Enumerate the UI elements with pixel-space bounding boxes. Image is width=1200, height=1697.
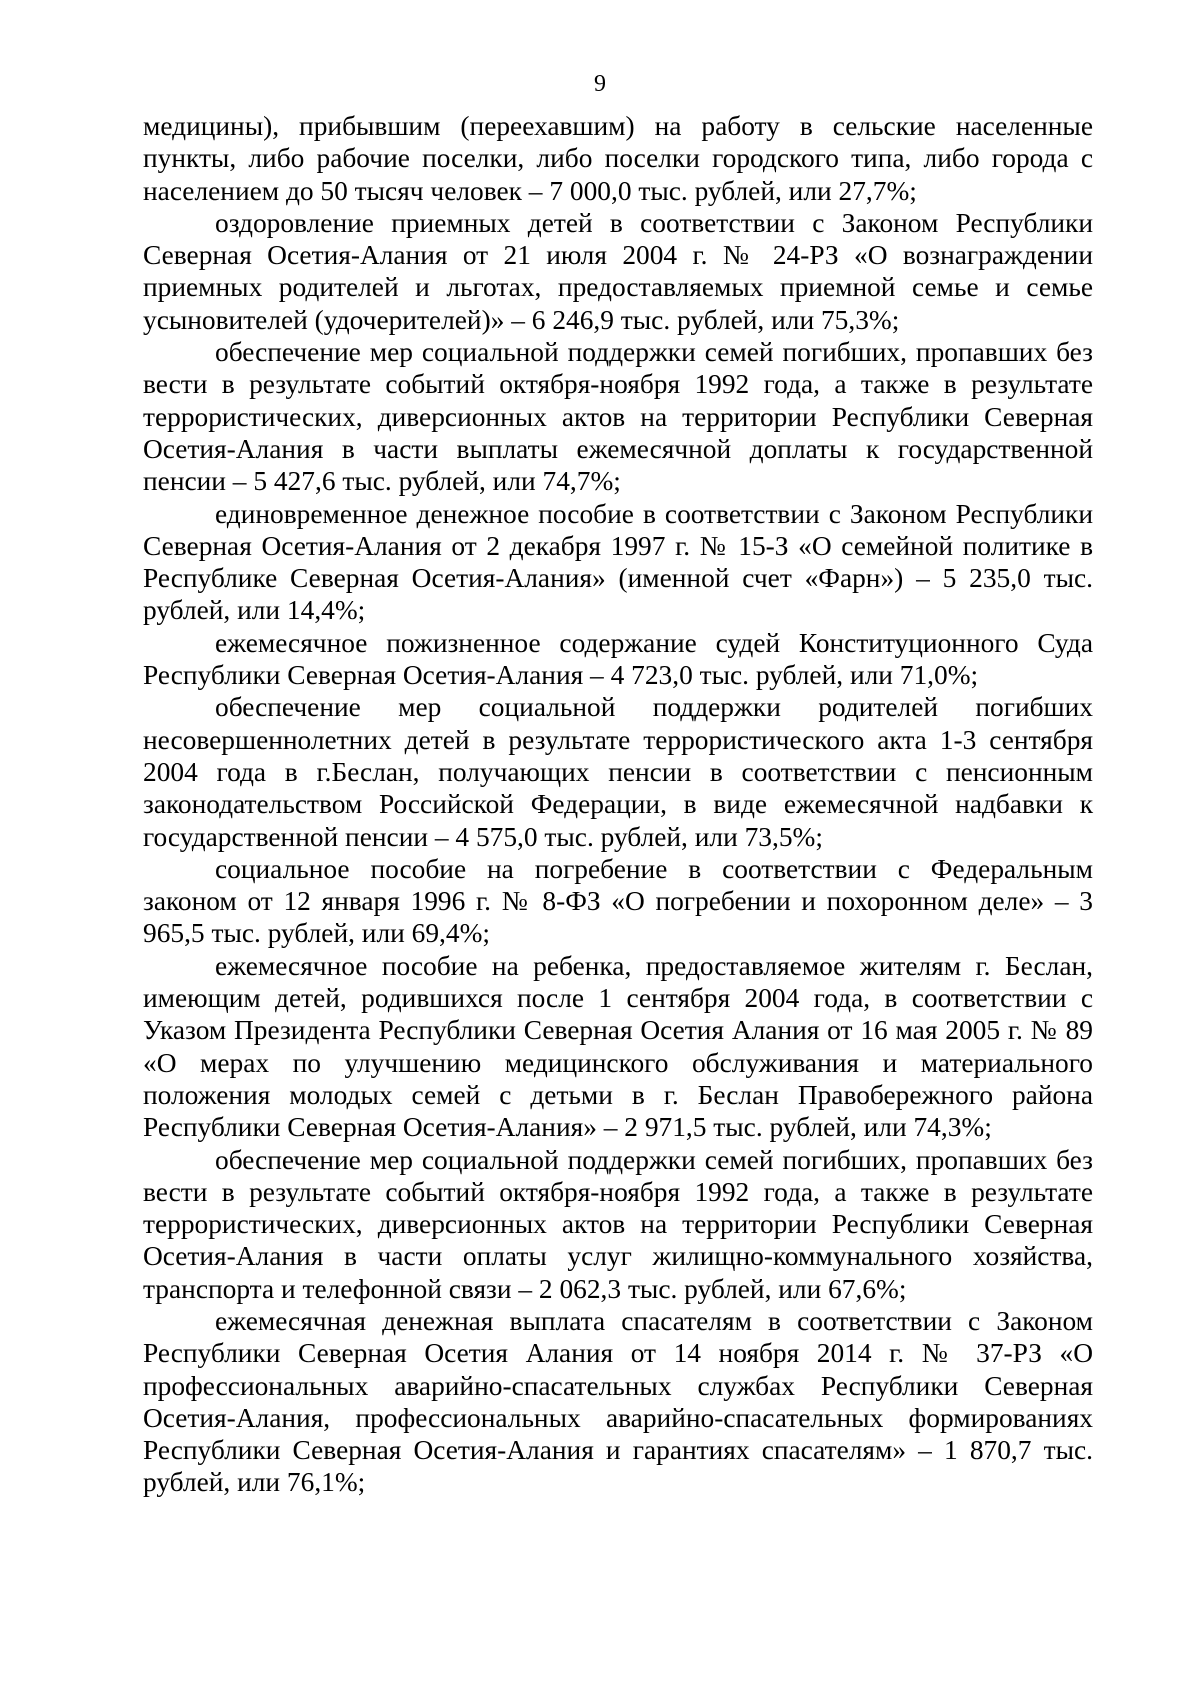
paragraph-lump-sum-allowance: единовременное денежное пособие в соответствии с Законом Республики Северная Осетия-Алания от 2 декабря 1997 г. № 15-З «О семейной политике в Республике Северная Осетия-Алания» (именной счет «Фарн») – 5 235,0 тыс. рублей, или 14,4%;: [143, 498, 1093, 626]
paragraph-utilities-support: обеспечение мер социальной поддержки семей погибших, пропавших без вести в результате событий октября-ноября 1992 года, а также в результате террористических, диверсионных актов на территории Республики Северная Осетия-Алания в части оплаты услуг жилищно-коммунального хозяйства, транспорта и телефонной связи – 2 062,3 тыс. рублей, или 67,6%;: [143, 1144, 1093, 1304]
paragraph-beslan-parents-support: обеспечение мер социальной поддержки родителей погибших несовершеннолетних детей в результате террористического акта 1-3 сентября 2004 года в г.Беслан, получающих пенсии в соответствии с пенсионным законодательством Российской Федерации, в виде ежемесячной надбавки к государственной пенсии – 4 575,0 тыс. рублей, или 73,5%;: [143, 692, 1093, 852]
paragraph-rescuers-payment: ежемесячная денежная выплата спасателям в соответствии с Законом Республики Северная Осетия Алания от 14 ноября 2014 г. № 37-РЗ «О профессиональных аварийно-спасательных службах Республики Северная Осетия-Алания, профессиональных аварийно-спасательных формированиях Республики Северная Осетия-Алания и гарантиях спасателям» – 1 870,7 тыс. рублей, или 76,1%;: [143, 1305, 1093, 1498]
page-number: 9: [594, 71, 606, 97]
paragraph-foster-children-recovery: оздоровление приемных детей в соответствии с Законом Республики Северная Осетия-Алания от 21 июля 2004 г. № 24-РЗ «О вознаграждении приемных родителей и льготах, предоставляемых приемной семье и семье усыновителей (удочерителей)» – 6 246,9 тыс. рублей, или 75,3%;: [143, 207, 1093, 335]
paragraph-continuation: медицины), прибывшим (переехавшим) на работу в сельские населенные пункты, либо рабочие поселки, либо поселки городского типа, либо города с населением до 50 тысяч человек – 7 000,0 тыс. рублей, или 27,7%;: [143, 111, 1093, 206]
body-text: [143, 110, 1093, 1499]
paragraph-judges-maintenance: ежемесячное пожизненное содержание судей Конституционного Суда Республики Северная Осетия-Алания – 4 723,0 тыс. рублей, или 71,0%;: [143, 627, 1093, 691]
paragraph-beslan-child-allowance: ежемесячное пособие на ребенка, предоставляемое жителям г. Беслан, имеющим детей, родившихся после 1 сентября 2004 года, в соответствии с Указом Президента Республики Северная Осетия Алания от 16 мая 2005 г. № 89 «О мерах по улучшению медицинского обслуживания и материального положения молодых семей с детьми в г. Беслан Правобережного района Республики Северная Осетия-Алания» – 2 971,5 тыс. рублей, или 74,3%;: [143, 950, 1093, 1143]
paragraph-pension-supplement: обеспечение мер социальной поддержки семей погибших, пропавших без вести в результате событий октября-ноября 1992 года, а также в результате террористических, диверсионных актов на территории Республики Северная Осетия-Алания в части выплаты ежемесячной доплаты к государственной пенсии – 5 427,6 тыс. рублей, или 74,7%;: [143, 337, 1093, 497]
paragraph-funeral-allowance: социальное пособие на погребение в соответствии с Федеральным законом от 12 января 1996 г. № 8-ФЗ «О погребении и похоронном деле» – 3 965,5 тыс. рублей, или 69,4%;: [143, 853, 1093, 949]
